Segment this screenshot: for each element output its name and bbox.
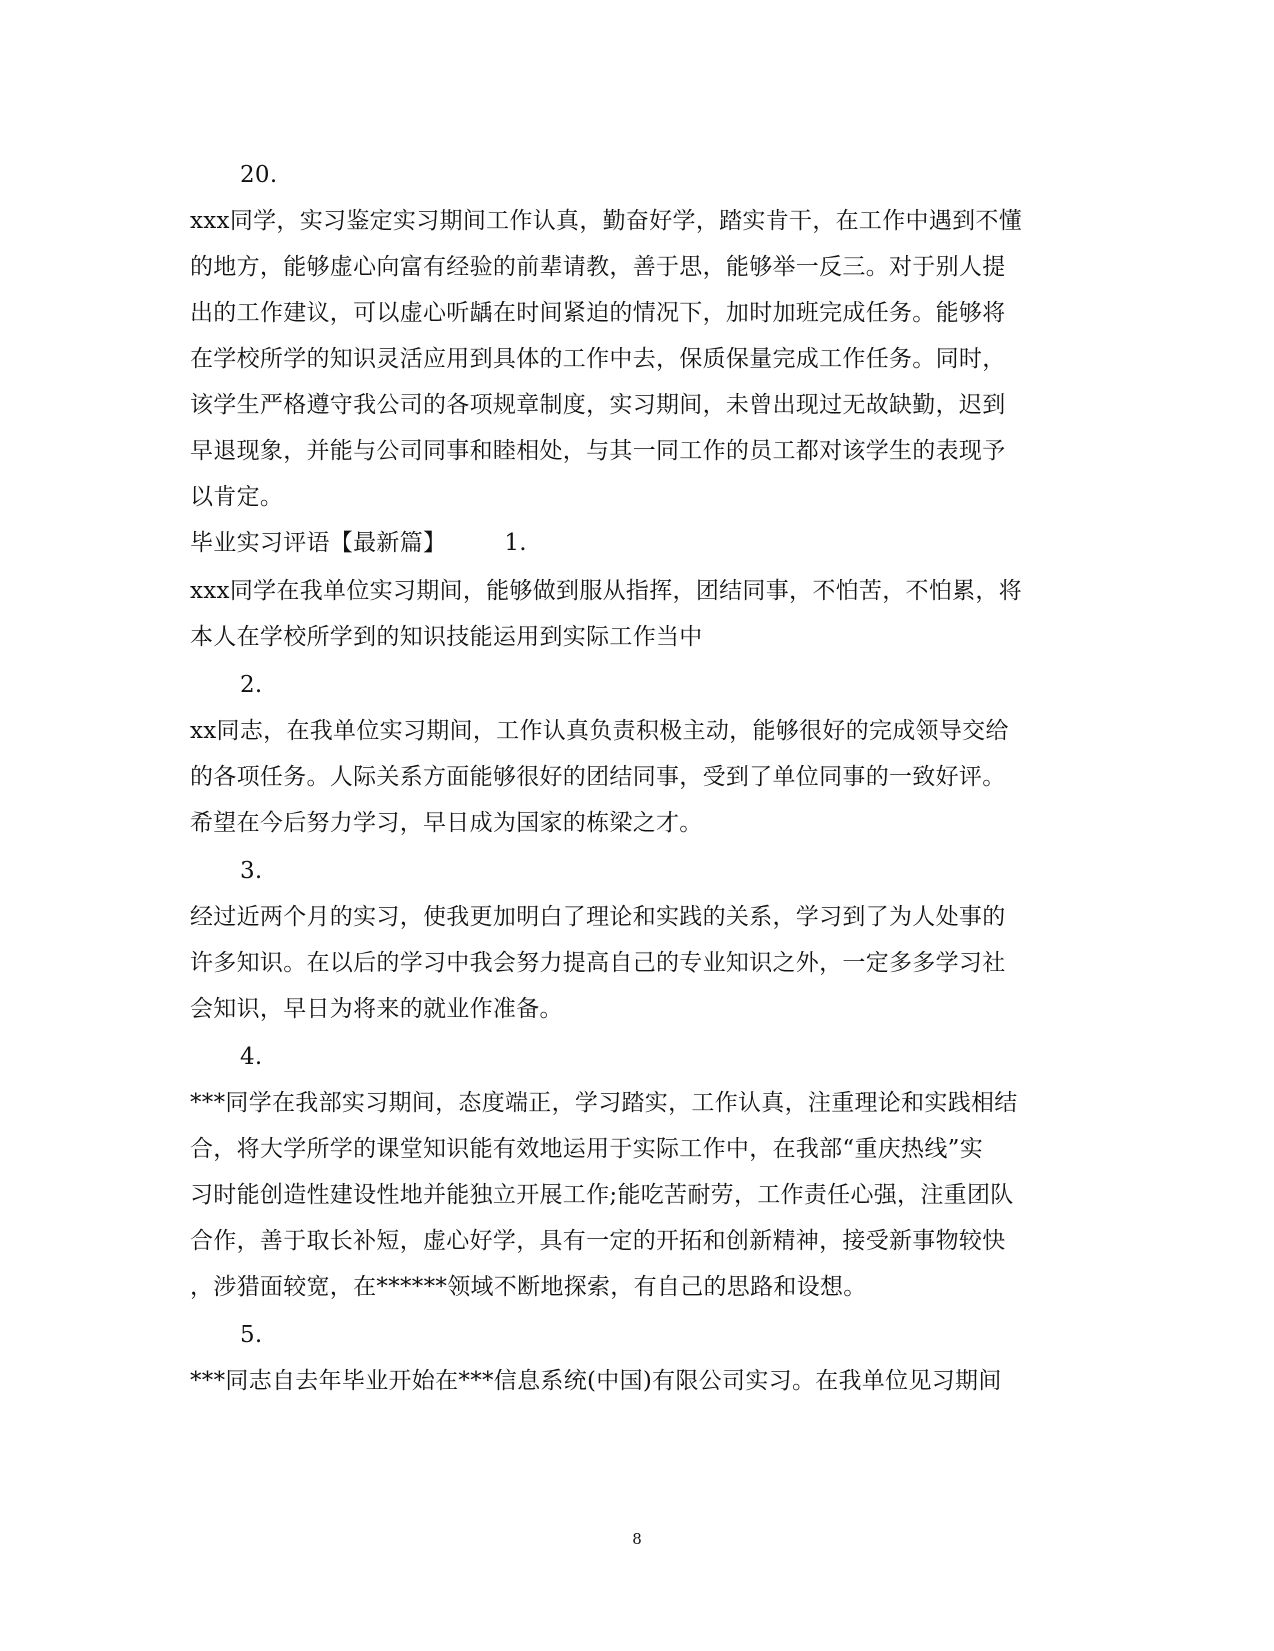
item-number-1: 1. <box>504 530 527 556</box>
paragraph-line: 本人在学校所学到的知识技能运用到实际工作当中 <box>190 624 703 650</box>
paragraph-line: 经过近两个月的实习，使我更加明白了理论和实践的关系，学习到了为人处事的 <box>190 904 1006 930</box>
paragraph-line: 以肯定。 <box>190 484 284 510</box>
paragraph-line: 希望在今后努力学习，早日成为国家的栋梁之才。 <box>190 810 703 836</box>
paragraph-line: 早退现象，并能与公司同事和睦相处，与其一同工作的员工都对该学生的表现予 <box>190 438 1006 464</box>
paragraph-line: xxx同学，实习鉴定实习期间工作认真，勤奋好学，踏实肯干，在工作中遇到不懂 <box>190 208 1023 234</box>
paragraph-line: ，涉猎面较宽，在******领域不断地探索，有自己的思路和设想。 <box>190 1274 867 1300</box>
section-heading <box>190 528 527 558</box>
section-title: 毕业实习评语【最新篇】 <box>190 530 447 556</box>
paragraph-line: 在学校所学的知识灵活应用到具体的工作中去，保质保量完成工作任务。同时， <box>190 346 1006 372</box>
item-number-2: 2. <box>240 672 263 698</box>
paragraph-line: xx同志，在我单位实习期间，工作认真负责积极主动，能够很好的完成领导交给 <box>190 718 1009 744</box>
item-number-4: 4. <box>240 1044 263 1070</box>
paragraph-line: xxx同学在我单位实习期间，能够做到服从指挥，团结同事，不怕苦，不怕累，将 <box>190 578 1023 604</box>
paragraph-line: 合，将大学所学的课堂知识能有效地运用于实际工作中，在我部“重庆热线”实 <box>190 1136 984 1162</box>
paragraph-line: 的地方，能够虚心向富有经验的前辈请教，善于思，能够举一反三。对于别人提 <box>190 254 1006 280</box>
paragraph-line: 许多知识。在以后的学习中我会努力提高自己的专业知识之外，一定多多学习社 <box>190 950 1006 976</box>
page-number: 8 <box>632 1530 642 1548</box>
paragraph-line: 该学生严格遵守我公司的各项规章制度，实习期间，未曾出现过无故缺勤，迟到 <box>190 392 1006 418</box>
paragraph-line: 的各项任务。人际关系方面能够很好的团结同事，受到了单位同事的一致好评。 <box>190 764 1006 790</box>
paragraph-line: ***同志自去年毕业开始在***信息系统(中国)有限公司实习。在我单位见习期间 <box>190 1368 1002 1394</box>
paragraph-line: 合作，善于取长补短，虚心好学，具有一定的开拓和创新精神，接受新事物较快 <box>190 1228 1006 1254</box>
item-number-20: 20. <box>240 162 278 188</box>
paragraph-line: 出的工作建议，可以虚心听龋在时间紧迫的情况下，加时加班完成任务。能够将 <box>190 300 1006 326</box>
paragraph-line: 习时能创造性建设性地并能独立开展工作;能吃苦耐劳，工作责任心强，注重团队 <box>190 1182 1014 1208</box>
item-number-5: 5. <box>240 1322 263 1348</box>
paragraph-line: 会知识，早日为将来的就业作准备。 <box>190 996 563 1022</box>
paragraph-line: ***同学在我部实习期间，态度端正，学习踏实，工作认真，注重理论和实践相结 <box>190 1090 1018 1116</box>
item-number-3: 3. <box>240 858 263 884</box>
